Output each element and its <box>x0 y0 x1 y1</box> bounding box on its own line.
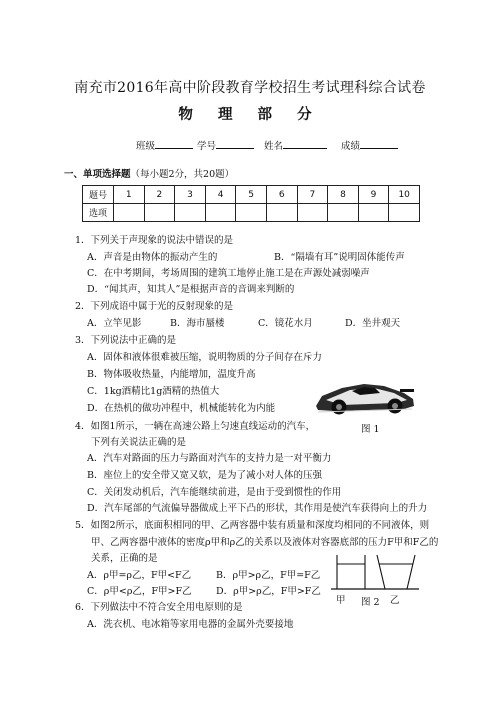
q4-stem-continued: 下列有关说法正确的是 <box>91 437 187 448</box>
q4-stem: 4．如图1所示，一辆在高速公路上匀速直线运动的汽车， <box>75 421 316 432</box>
answer-cell[interactable] <box>175 204 206 222</box>
q2-stem: 2．下列成语中属于光的反射现象的是 <box>75 301 234 312</box>
q1-stem: 1．下列关于声现象的说法中错误的是 <box>75 235 234 246</box>
q4-option-d: D．汽车尾部的气流偏导器做成上平下凸的形状，其作用是使汽车获得向上的升力 <box>87 503 428 514</box>
question-number-cell: 5 <box>236 186 267 204</box>
name-label: 姓名 <box>264 141 284 152</box>
answer-cell[interactable] <box>297 204 328 222</box>
q2-option-d: D．坐井观天 <box>345 318 401 329</box>
question-number-cell: 4 <box>205 186 236 204</box>
q3-option-b: B．物体吸收热量，内能增加，温度升高 <box>87 369 256 380</box>
figure1-caption: 图 1 <box>361 424 380 435</box>
answer-cell[interactable] <box>328 204 359 222</box>
name-field <box>264 138 327 152</box>
q6-option-a: A．洗衣机、电冰箱等家用电器的金属外壳要接地 <box>87 619 294 630</box>
question-number-cell: 9 <box>358 186 389 204</box>
score-blank <box>360 139 398 149</box>
answer-table-number-row <box>83 186 420 204</box>
q2-option-c: C．镜花水月 <box>258 318 313 329</box>
q1-option-c: C．在中考期间，考场周围的建筑工地停止施工是在声源处减弱噪声 <box>87 268 370 279</box>
class-blank <box>155 139 193 149</box>
q6-stem: 6．下列做法中不符合安全用电原则的是 <box>75 602 243 613</box>
q1-option-d: D．“闻其声，知其人”是根据声音的音调来判断的 <box>87 284 295 295</box>
q5-option-a: A．ρ甲=ρ乙，F甲<F乙 <box>87 570 192 581</box>
q4-option-a: A．汽车对路面的压力与路面对汽车的支持力是一对平衡力 <box>87 453 332 464</box>
q4-option-b: B．座位上的安全带又宽又软，是为了减小对人体的压强 <box>87 470 322 481</box>
score-label: 成绩 <box>341 141 361 152</box>
answer-cell[interactable] <box>389 204 420 222</box>
figure2-label-jia: 甲 <box>336 595 346 606</box>
q5-stem-line2: 甲、乙两容器中液体的密度ρ甲和ρ乙的关系以及液体对容器底部的压力F甲和F乙的 <box>91 537 439 548</box>
question-number-cell: 3 <box>175 186 206 204</box>
question-number-cell: 8 <box>328 186 359 204</box>
q5-option-c: C．ρ甲<ρ乙，F甲>F乙 <box>87 586 192 597</box>
class-label: 班级 <box>136 141 156 152</box>
section-title: 一、单项选择题 <box>64 169 131 180</box>
q2-option-b: B．海市蜃楼 <box>170 318 225 329</box>
q1-option-b: B．“隔墙有耳”说明固体能传声 <box>274 252 405 263</box>
row-label-number: 题号 <box>83 186 114 204</box>
q3-stem: 3．下列说法中正确的是 <box>75 335 177 346</box>
section-note: （每小题2分，共20题） <box>130 169 235 180</box>
question-number-cell: 10 <box>389 186 420 204</box>
answer-cell[interactable] <box>114 204 145 222</box>
container-jia <box>337 555 365 589</box>
question-number-cell: 6 <box>266 186 297 204</box>
question-number-cell: 7 <box>297 186 328 204</box>
answer-cell[interactable] <box>144 204 175 222</box>
row-label-choice: 选项 <box>83 204 114 222</box>
question-number-cell: 2 <box>144 186 175 204</box>
race-car-figure <box>312 376 418 418</box>
figure2-label-yi: 乙 <box>390 595 400 606</box>
q5-stem-line3: 关系，正确的是 <box>91 553 158 564</box>
q4-option-c: C．关闭发动机后，汽车能继续前进，是由于受到惯性的作用 <box>87 487 342 498</box>
answer-table <box>82 185 420 222</box>
q5-option-d: D．ρ甲>ρ乙，F甲>F乙 <box>216 586 321 597</box>
id-label: 学号 <box>197 141 217 152</box>
question-number-cell: 1 <box>114 186 145 204</box>
answer-cell[interactable] <box>205 204 236 222</box>
q3-option-a: A．固体和液体很难被压缩，说明物质的分子间存在斥力 <box>87 352 322 363</box>
answer-cell[interactable] <box>358 204 389 222</box>
section-heading <box>64 166 234 180</box>
exam-subtitle: 物 理 部 分 <box>178 106 322 123</box>
q3-option-c: C．1kg酒精比1g酒精的热值大 <box>87 386 220 397</box>
answer-table-choice-row <box>83 204 420 222</box>
q5-option-b: B．ρ甲>ρ乙，F甲=F乙 <box>216 570 321 581</box>
name-blank <box>283 139 327 149</box>
id-field <box>197 138 254 152</box>
q3-option-d: D．在热机的做功冲程中，机械能转化为内能 <box>87 403 276 414</box>
q1-option-a: A．声音是由物体的振动产生的 <box>87 252 218 263</box>
id-blank <box>216 139 254 149</box>
score-field <box>341 138 398 152</box>
q5-stem: 5．如图2所示，底面积相同的甲、乙两容器中装有质量和深度均相同的不同液体，则 <box>75 520 430 531</box>
answer-cell[interactable] <box>236 204 267 222</box>
exam-title: 南充市2016年高中阶段教育学校招生考试理科综合试卷 <box>74 80 426 96</box>
rear-spoiler <box>400 389 414 392</box>
q2-option-a: A．立竿见影 <box>87 318 142 329</box>
containers-figure <box>329 553 421 593</box>
class-field <box>136 138 193 152</box>
figure2-caption: 图 2 <box>361 597 380 608</box>
answer-cell[interactable] <box>266 204 297 222</box>
container-yi <box>377 555 415 589</box>
